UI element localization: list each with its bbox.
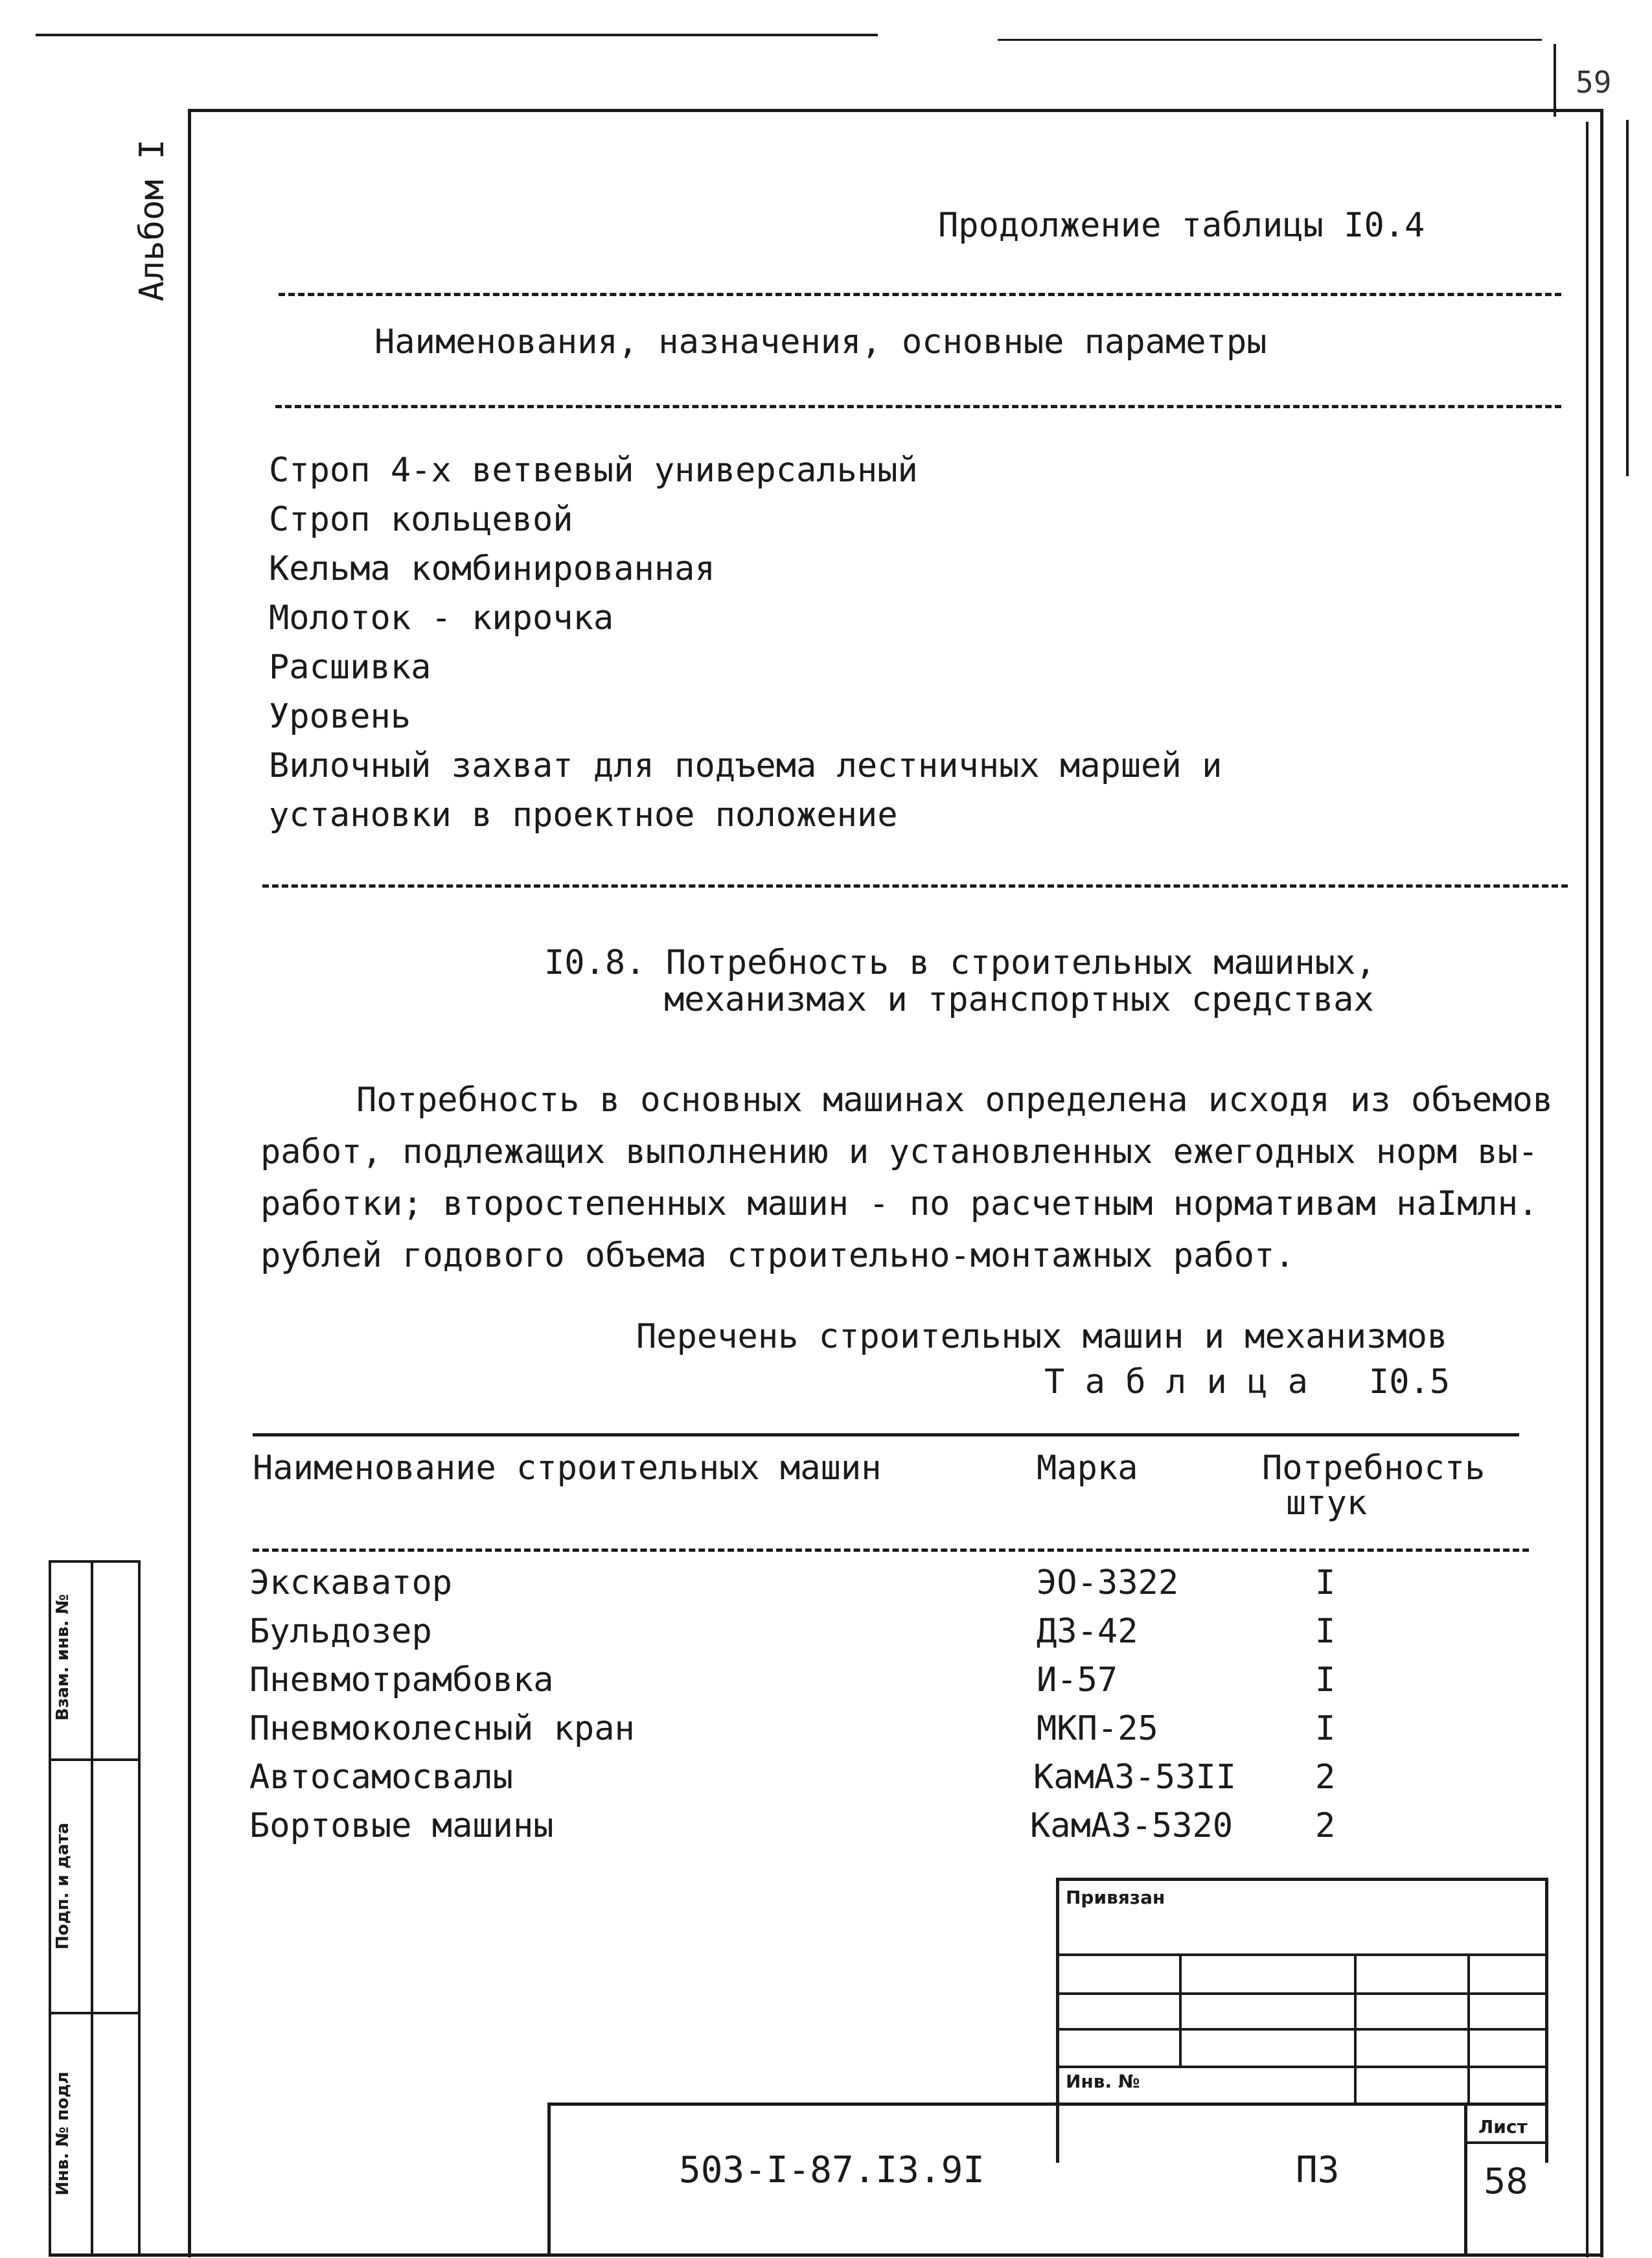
continuation-title: Продолжение таблицы I0.4 — [938, 206, 1425, 245]
list-item: установки в проектное положение — [269, 796, 898, 835]
table-bottom-rule — [262, 884, 1568, 888]
sheet-box-left — [1464, 2102, 1467, 2257]
row-qty: I — [1315, 1709, 1336, 1748]
inv-label: Инв. № — [1066, 2071, 1140, 2092]
stamp-row-line-4 — [1056, 2066, 1548, 2068]
row-name: Автосамосвалы — [249, 1758, 513, 1797]
header-name: Наименование строительных машин — [253, 1449, 882, 1488]
table-top-rule — [279, 293, 1561, 296]
list-item: Кельма комбинированная — [269, 549, 715, 588]
row-qty: 2 — [1315, 1758, 1336, 1797]
row-mark: МКП-25 — [1037, 1709, 1158, 1748]
album-label: Альбом I — [133, 139, 172, 302]
frame-inner-right — [1586, 122, 1589, 2257]
header-mark: Марка — [1037, 1449, 1138, 1488]
table-label: Т а б л и ц а I0.5 — [1044, 1363, 1451, 1401]
sheet-number: 58 — [1484, 2161, 1528, 2202]
stamp-row-line-1 — [1056, 1953, 1548, 1956]
stamp-col-line-3 — [1467, 1953, 1470, 2102]
corner-sheet-number: 59 — [1576, 65, 1612, 100]
list-item: Строп кольцевой — [269, 500, 573, 539]
row-name: Пневмотрамбовка — [249, 1661, 554, 1699]
sign-date-label: Подп. и дата — [53, 1823, 73, 1950]
list-item: Расшивка — [269, 648, 431, 687]
binding-strip-divider — [91, 1560, 93, 2257]
row-name: Пневмоколесный кран — [249, 1709, 635, 1748]
replace-inv-label: Взам. инв. № — [53, 1594, 73, 1721]
binding-row-line-1 — [49, 1758, 141, 1761]
binding-row-line-2 — [49, 2012, 141, 2014]
section-heading: I0.8. Потребность в строительных машиных, — [544, 943, 1376, 982]
list-item: Молоток - кирочка — [269, 599, 614, 638]
frame-bottom — [49, 2253, 1603, 2257]
stamp-row-line-2 — [1056, 1992, 1548, 1995]
stamp-right-line — [1545, 1878, 1548, 2163]
main-stamp-left — [547, 2102, 551, 2257]
document-code: 503-I-87.I3.9I — [679, 2149, 985, 2191]
document-type: ПЗ — [1296, 2149, 1340, 2191]
right-edge-mark — [1626, 120, 1629, 476]
stamp-col-line-2 — [1354, 1953, 1357, 2102]
row-mark: ЭО-3322 — [1037, 1563, 1179, 1602]
paragraph-line: рублей годового объема строительно-монтажных работ. — [260, 1236, 1295, 1275]
list-item: Вилочный захват для подъема лестничных маршей и — [269, 746, 1222, 785]
bound-label: Привязан — [1066, 1887, 1165, 1908]
row-qty: I — [1315, 1661, 1336, 1699]
sheet-box-divider — [1464, 2141, 1548, 2144]
paragraph-line: работки; второстепенных машин - по расчетным нормативам наIмлн. — [260, 1184, 1539, 1223]
paragraph-line: работ, подлежащих выполнению и установленных ежегодных норм вы- — [260, 1133, 1539, 1171]
table-header-line — [253, 1549, 1529, 1552]
stamp-row-line-3 — [1056, 2028, 1548, 2031]
main-stamp-top — [547, 2102, 1548, 2106]
row-mark: ДЗ-42 — [1037, 1612, 1138, 1651]
row-name: Бортовые машины — [249, 1806, 554, 1845]
stamp-col-line-1 — [1179, 1953, 1182, 2067]
top-edge-line-right — [998, 39, 1542, 41]
row-qty: I — [1315, 1563, 1336, 1602]
list-item: Строп 4-х ветвевый универсальный — [269, 451, 918, 490]
list-item: Уровень — [269, 697, 411, 736]
row-qty: I — [1315, 1612, 1336, 1651]
orig-inv-label: Инв. № подл — [53, 2071, 73, 2196]
top-edge-line — [36, 34, 878, 36]
paragraph-line: Потребность в основных машинах определена исходя из объемов — [356, 1081, 1554, 1120]
stamp-left-line — [1056, 1878, 1059, 2163]
table-top-line — [253, 1433, 1519, 1436]
row-mark: КамАЗ-53II — [1033, 1758, 1237, 1797]
table-caption: Перечень строительных машин и механизмов — [636, 1317, 1448, 1356]
sheet-label: Лист — [1478, 2116, 1528, 2137]
header-qty-unit: штук — [1286, 1484, 1368, 1523]
header-qty: Потребность — [1262, 1449, 1486, 1488]
stamp-top-line — [1056, 1878, 1548, 1881]
row-name: Бульдозер — [249, 1612, 432, 1651]
corner-box-left — [1554, 44, 1556, 117]
continuation-column-header: Наименования, назначения, основные параметры — [374, 323, 1267, 362]
row-name: Экскаватор — [249, 1563, 453, 1602]
section-heading-line2: механизмах и транспортных средствах — [664, 980, 1374, 1019]
row-mark: КамАЗ-5320 — [1030, 1806, 1233, 1845]
row-qty: 2 — [1315, 1806, 1336, 1845]
table-header-rule — [275, 405, 1561, 408]
row-mark: И-57 — [1037, 1661, 1118, 1699]
